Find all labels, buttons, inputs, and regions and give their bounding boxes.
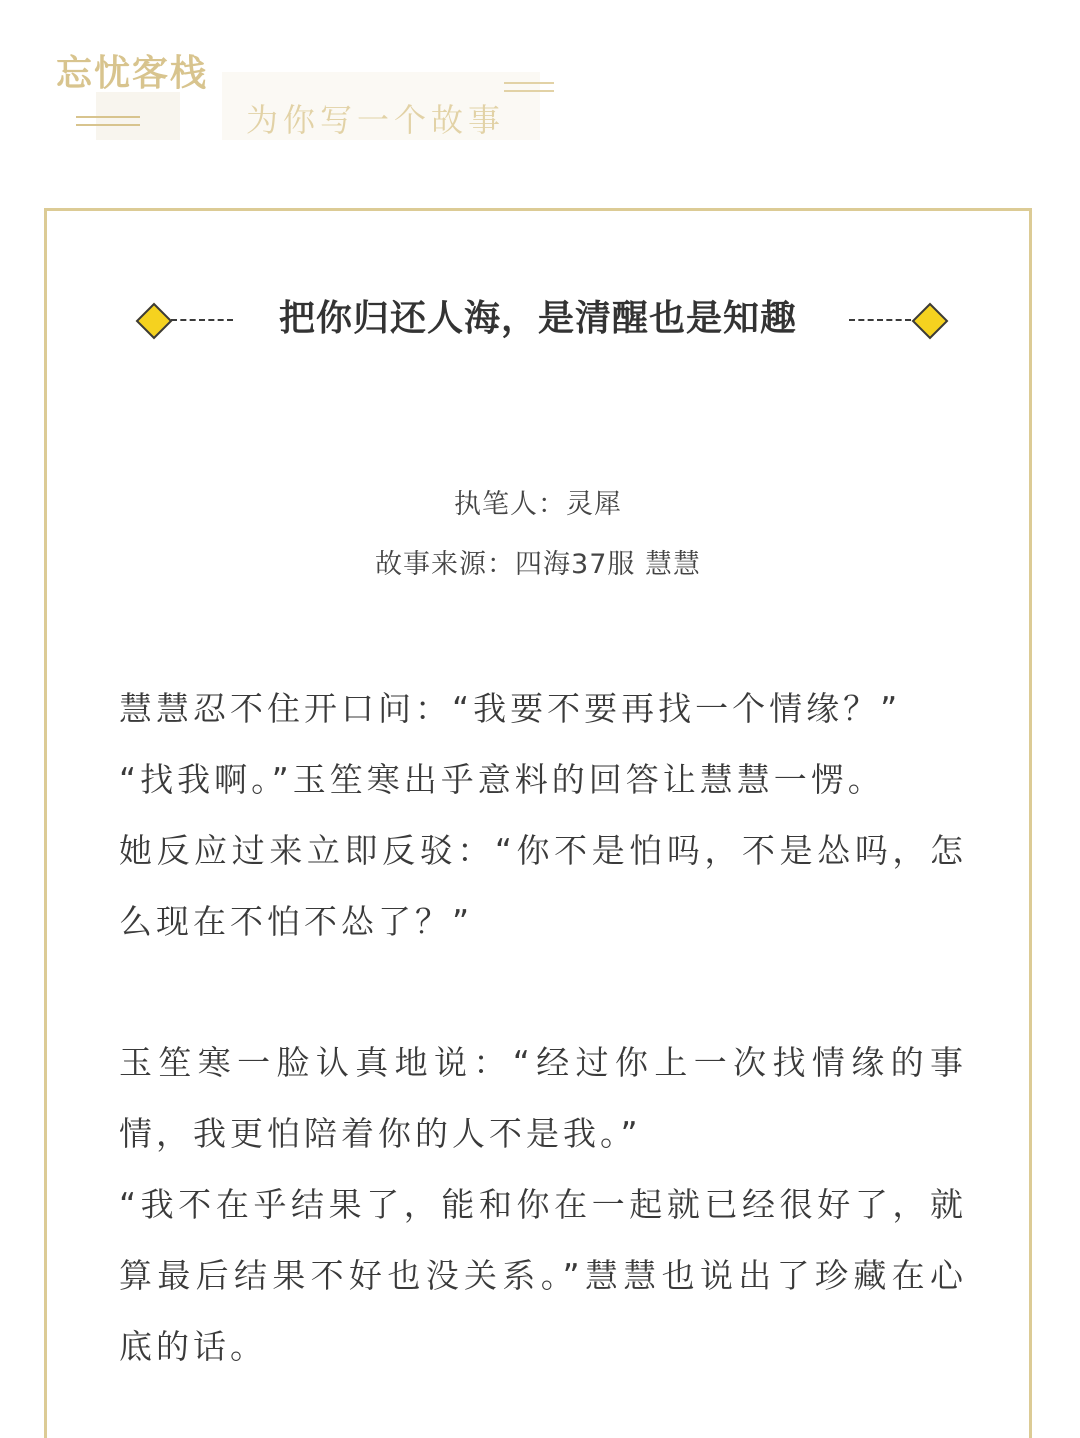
dashed-line-right	[849, 319, 911, 321]
story-paragraph: “我不在乎结果了，能和你在一起就已经很好了，就算最后结果不好也没关系。”慧慧也说出了珍藏在心底的话。	[119, 1185, 967, 1366]
story-block-2	[119, 1027, 967, 1382]
slogan: 为你写一个故事	[246, 101, 506, 139]
article-title: 把你归还人海，是清醒也是知趣	[278, 298, 797, 339]
story-paragraph: 慧慧忍不住开口问：“我要不要再找一个情缘？”	[119, 689, 902, 728]
source-line: 故事来源：四海37服 慧慧	[375, 549, 701, 580]
title-row	[47, 289, 1029, 349]
brand-name: 忘忧客栈	[56, 53, 209, 94]
story-block-1	[119, 673, 967, 957]
story-paragraph: “找我啊。”玉笙寒出乎意料的回答让慧慧一愣。	[119, 760, 885, 799]
author-line: 执笔人：灵犀	[454, 489, 622, 520]
slogan-decoration-lines	[504, 82, 554, 98]
story-card	[44, 208, 1032, 1438]
story-paragraph: 她反应过来立即反驳：“你不是怕吗，不是怂吗，怎么现在不怕不怂了？”	[119, 831, 967, 941]
story-paragraph: 玉笙寒一脸认真地说：“经过你上一次找情缘的事情，我更怕陪着你的人不是我。”	[119, 1043, 967, 1153]
brand-decoration-lines	[76, 116, 140, 130]
